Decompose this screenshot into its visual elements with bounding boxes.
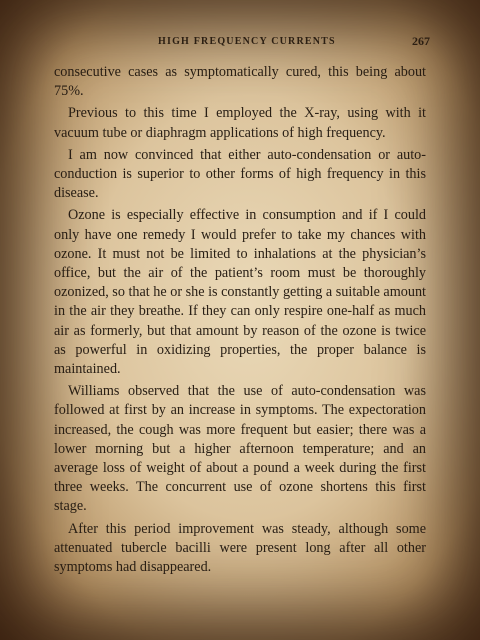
- paragraph-auto-condensation: I am now convinced that either auto-condensation or auto-conduction is superior to other forms of high frequency in this disease.: [54, 146, 426, 202]
- paragraph-xray: Previous to this time I employed the X-ray, using with it vacuum tube or diaphragm applications of high frequency.: [54, 105, 426, 141]
- paragraph-improvement: After this period improvement was steady, although some attenuated tubercle bacilli were present long after all other symptoms had disappeared.: [54, 520, 426, 576]
- body-text: [54, 63, 426, 580]
- running-head: HIGH FREQUENCY CURRENTS: [158, 36, 336, 47]
- paragraph-williams: Williams observed that the use of auto-condensation was followed at first by an increase in symptoms. The expectoration increased, the cough was more frequent but easier; there was a lower morning but a higher afternoon temperature; and an average loss of weight of about a pound a week during the first three weeks. The concurrent use of ozone shortens this first stage.: [54, 383, 426, 515]
- page-number: 267: [412, 34, 430, 48]
- paragraph-ozone: Ozone is especially effective in consumption and if I could only have one remedy I would prefer to take my chances with ozone. It must not be limited to inhalations at the physician’s office, but the air of the patient’s room must be thoroughly ozonized, so that he or she is constantly getting a suitable amount in the air they breathe. If they can only respire one-half as much air as formerly, but that amount by reason of the ozone is twice as powerful in oxidizing properties, the proper balance is maintained.: [54, 207, 426, 378]
- paragraph-continuation: consecutive cases as symptomatically cured, this being about 75%.: [54, 64, 426, 100]
